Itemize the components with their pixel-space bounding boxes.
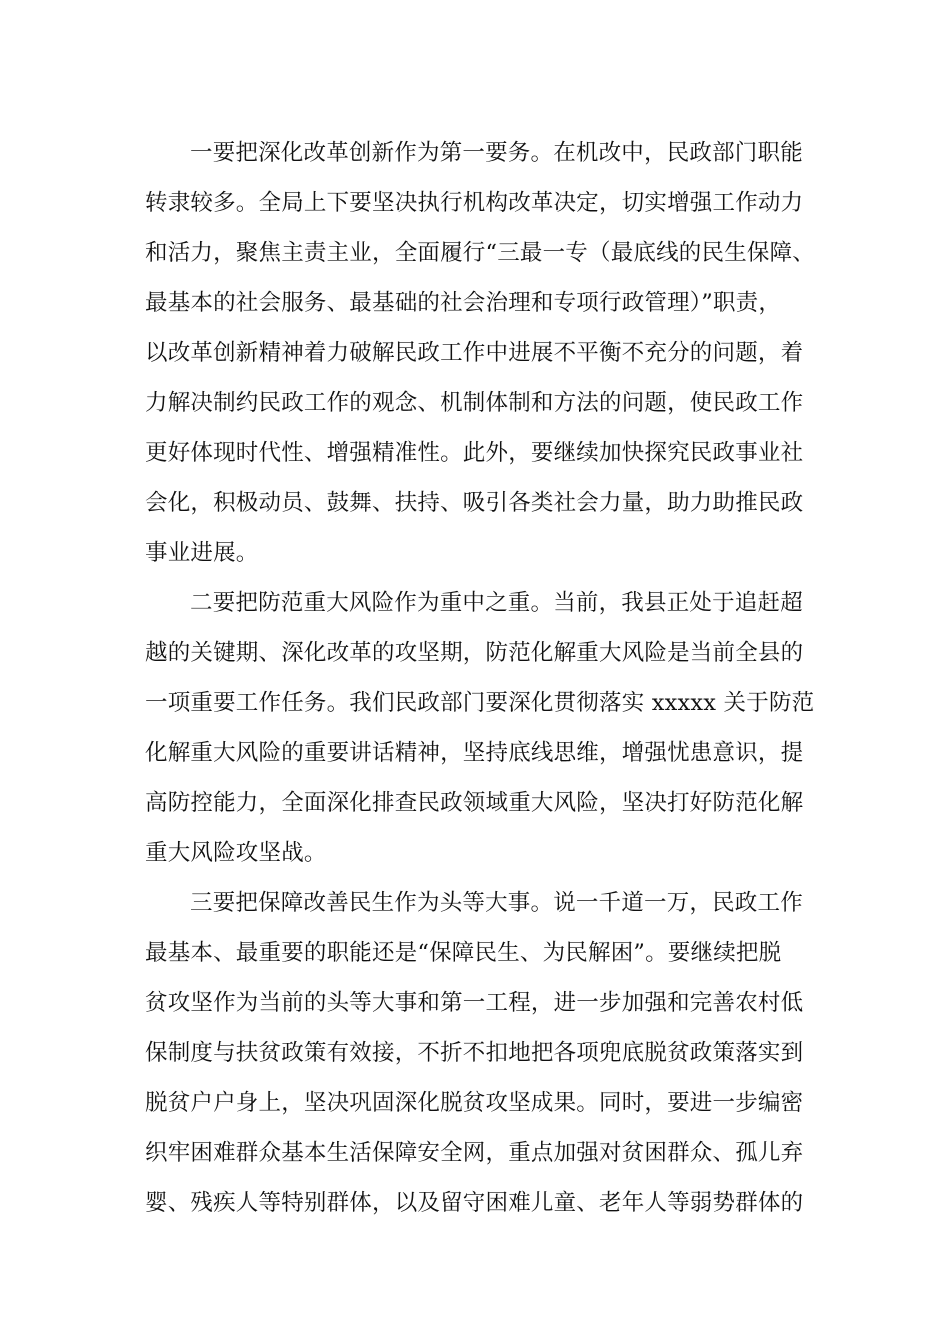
text-line: 重大风险攻坚战。 — [145, 840, 327, 866]
text-line: 以改革创新精神着力破解民政工作中进展不平衡不充分的问题，着 — [145, 340, 804, 366]
text-line: 脱贫户户身上，坚决巩固深化脱贫攻坚成果。同时，要进一步编密 — [145, 1090, 804, 1116]
text-line: 越的关键期、深化改革的攻坚期，防范化解重大风险是当前全县的 — [145, 640, 804, 666]
text-line: 二要把防范重大风险作为重中之重。当前，我县正处于追赶超 — [190, 590, 803, 616]
text-line: 最基本的社会服务、最基础的社会治理和专项行政管理）”职责， — [145, 290, 782, 316]
text-line: 一项重要工作任务。我们民政部门要深化贯彻落实 xxxxx 关于防范 — [145, 690, 815, 716]
text-line: 会化，积极动员、鼓舞、扶持、吸引各类社会力量，助力助推民政 — [145, 490, 804, 516]
text-line: 和活力，聚焦主责主业，全面履行“三最一专（最底线的民生保障、 — [145, 240, 816, 266]
text-line: 一要把深化改革创新作为第一要务。在机改中，民政部门职能 — [190, 140, 803, 166]
text-line: 转隶较多。全局上下要坚决执行机构改革决定，切实增强工作动力 — [145, 190, 804, 216]
text-line: 贫攻坚作为当前的头等大事和第一工程，进一步加强和完善农村低 — [145, 990, 804, 1016]
text-line: 保制度与扶贫政策有效接，不折不扣地把各项兜底脱贫政策落实到 — [145, 1040, 804, 1066]
text-line: 三要把保障改善民生作为头等大事。说一千道一万，民政工作 — [190, 890, 803, 916]
text-line: 织牢困难群众基本生活保障安全网，重点加强对贫困群众、孤儿弃 — [145, 1140, 804, 1166]
text-line: 最基本、最重要的职能还是“保障民生、为民解困”。要继续把脱 — [145, 940, 782, 966]
text-line: 化解重大风险的重要讲话精神，坚持底线思维，增强忧患意识，提 — [145, 740, 804, 766]
text-line: 婴、残疾人等特别群体，以及留守困难儿童、老年人等弱势群体的 — [145, 1190, 804, 1216]
text-line: 更好体现时代性、增强精准性。此外，要继续加快探究民政事业社 — [145, 440, 804, 466]
text-line: 事业进展。 — [145, 540, 259, 566]
text-line: 力解决制约民政工作的观念、机制体制和方法的问题，使民政工作 — [145, 390, 804, 416]
text-line: 高防控能力，全面深化排查民政领域重大风险，坚决打好防范化解 — [145, 790, 804, 816]
